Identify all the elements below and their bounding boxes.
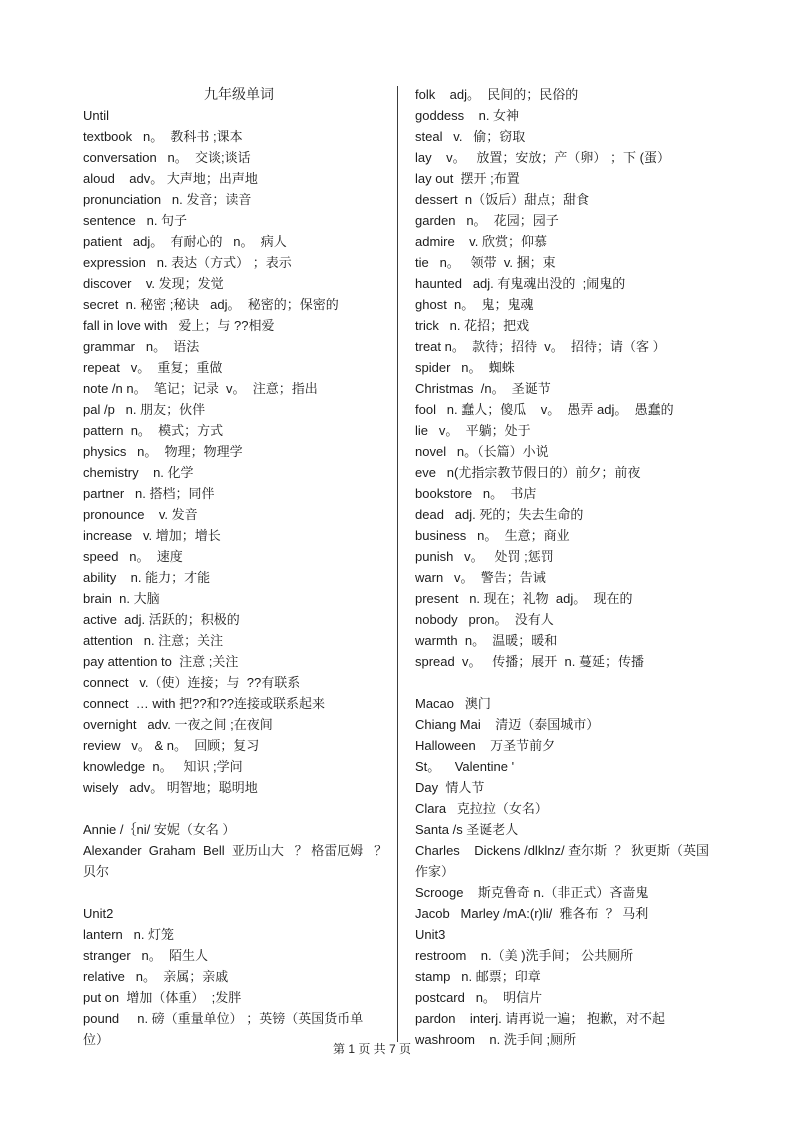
vocab-line: aloud adv。 大声地；出声地 <box>83 171 258 186</box>
vocab-line: increase v. 增加；增长 <box>83 528 221 543</box>
left-column <box>83 84 395 1050</box>
vocab-line: washroom n. 洗手间 ;厕所 <box>415 1032 577 1047</box>
vocab-line: Alexander Graham Bell 亚历山大 ？ 格雷厄姆 ？ <box>83 843 388 858</box>
vocab-line: warmth n。 温暖；暖和 <box>415 633 558 648</box>
vocab-line: present n. 现在；礼物 adj。 现在的 <box>415 591 633 606</box>
vocab-line: Macao 澳门 <box>415 696 491 711</box>
vocab-line <box>83 882 395 903</box>
vocab-line: Unit3 <box>415 927 446 942</box>
page-title: 九年级单词 <box>204 86 274 102</box>
vocab-line: lantern n. 灯笼 <box>83 927 175 942</box>
vocab-line: repeat v。 重复；重做 <box>83 360 223 375</box>
vocab-line: textbook n。 教科书 ;课本 <box>83 129 243 144</box>
vocab-line: grammar n。 语法 <box>83 339 200 354</box>
left-column-lines <box>83 105 395 1050</box>
vocab-line: garden n。 花园；园子 <box>415 213 559 228</box>
vocab-line: postcard n。 明信片 <box>415 990 543 1005</box>
vocab-line: Halloween 万圣节前夕 <box>415 738 556 753</box>
vocab-line: lay out 摆开 ;布置 <box>415 171 520 186</box>
vocab-line: connect v.（使）连接；与 ??有联系 <box>83 675 301 690</box>
vocab-line: Charles Dickens /dlklnz/ 查尔斯 ？ 狄更斯（英国 <box>415 843 709 858</box>
vocab-line: goddess n. 女神 <box>415 108 520 123</box>
vocab-line: physics n。 物理；物理学 <box>83 444 243 459</box>
vocab-line: business n。 生意；商业 <box>415 528 570 543</box>
vocab-line: novel n。（长篇）小说 <box>415 444 549 459</box>
vocab-line: 作家） <box>415 864 455 879</box>
vocab-line: active adj. 活跃的；积极的 <box>83 612 240 627</box>
vocab-line: pound n. 磅（重量单位） ；英镑（英国货币单 <box>83 1011 364 1026</box>
vocab-line: 位） <box>83 1032 110 1047</box>
vocab-line: Santa /s 圣诞老人 <box>415 822 519 837</box>
vocab-line: ghost n。 鬼；鬼魂 <box>415 297 534 312</box>
vocab-line: treat n。 款待；招待 v。 招待；请（客 ） <box>415 339 666 354</box>
vocab-line: warn v。 警告；告诫 <box>415 570 546 585</box>
vocab-line: steal v. 偷；窃取 <box>415 129 526 144</box>
vocab-line: Clara 克拉拉（女名） <box>415 801 548 816</box>
vocab-line: spider n。 蜘蛛 <box>415 360 515 375</box>
vocab-line: St。 Valentine ' <box>415 759 515 774</box>
vocab-line: Day 情人节 <box>415 780 485 795</box>
vocab-line: conversation n。 交谈;谈话 <box>83 150 251 165</box>
vocab-line: pattern n。 模式；方式 <box>83 423 224 438</box>
vocab-line: pronunciation n. 发音；读音 <box>83 192 252 207</box>
vocab-line: Christmas /n。 圣诞节 <box>415 381 551 396</box>
vocab-line: Scrooge 斯克鲁奇 n.（非正式）吝啬鬼 <box>415 885 649 900</box>
vocab-line: dead adj. 死的；失去生命的 <box>415 507 584 522</box>
vocab-line: speed n。 速度 <box>83 549 183 564</box>
vocab-line: Annie /｛ni/ 安妮（女名 ） <box>83 822 236 837</box>
vocab-line: pay attention to 注意 ;关注 <box>83 654 239 669</box>
vocab-line: bookstore n。 书店 <box>415 486 537 501</box>
vocab-line: Until <box>83 108 110 123</box>
vocab-line: stamp n. 邮票；印章 <box>415 969 541 984</box>
page-number-footer: 第 1 页 共 7 页 <box>332 1042 412 1056</box>
vocab-line: discover v. 发现；发觉 <box>83 276 224 291</box>
vocab-line: dessert n（饭后）甜点；甜食 <box>415 192 590 207</box>
vocab-line: sentence n. 句子 <box>83 213 188 228</box>
vocab-line: review v。 & n。 回顾；复习 <box>83 738 260 753</box>
vocab-line: 贝尔 <box>83 864 110 879</box>
vocab-line: pronounce v. 发音 <box>83 507 198 522</box>
vocab-line: put on 增加（体重） ;发胖 <box>83 990 242 1005</box>
vocab-line: eve n(尤指宗教节假日的）前夕；前夜 <box>415 465 641 480</box>
vocab-line: nobody pron。 没有人 <box>415 612 554 627</box>
vocab-line: expression n. 表达（方式） ；表示 <box>83 255 292 270</box>
vocab-line: spread v。 传播；展开 n. 蔓延；传播 <box>415 654 644 669</box>
vocab-line: pal /p n. 朋友；伙伴 <box>83 402 206 417</box>
vocab-line: pardon interj. 请再说一遍； 抱歉，对不起 <box>415 1011 665 1026</box>
vocab-line: partner n. 搭档；同伴 <box>83 486 215 501</box>
vocab-line: connect … with 把??和??连接或联系起来 <box>83 696 326 711</box>
vocab-line: lay v。 放置；安放；产（卵） ；下 (蛋） <box>415 150 670 165</box>
vocab-line: lie v。 平躺；处于 <box>415 423 531 438</box>
vocab-line: ability n. 能力；才能 <box>83 570 211 585</box>
vocab-line: fool n. 蠢人；傻瓜 v。 愚弄 adj。 愚蠢的 <box>415 402 674 417</box>
column-divider-line <box>397 86 398 1042</box>
vocab-line: admire v. 欣赏；仰慕 <box>415 234 547 249</box>
vocab-line: trick n. 花招；把戏 <box>415 318 530 333</box>
vocab-line: attention n. 注意；关注 <box>83 633 224 648</box>
vocab-line: Jacob Marley /mA:(r)li/ 雅各布 ？ 马利 <box>415 906 649 921</box>
vocab-line: tie n。 领带 v. 捆；束 <box>415 255 556 270</box>
vocab-line: chemistry n. 化学 <box>83 465 194 480</box>
vocab-line: wisely adv。 明智地；聪明地 <box>83 780 258 795</box>
vocab-line: note /n n。 笔记；记录 v。 注意；指出 <box>83 381 318 396</box>
vocab-line <box>83 798 395 819</box>
vocab-line: secret n. 秘密 ;秘诀 adj。 秘密的；保密的 <box>83 297 339 312</box>
vocab-line: stranger n。 陌生人 <box>83 948 208 963</box>
vocab-line: folk adj。 民间的；民俗的 <box>415 87 579 102</box>
vocab-line: brain n. 大脑 <box>83 591 160 606</box>
vocab-line: punish v。 处罚 ;惩罚 <box>415 549 554 564</box>
right-column <box>415 84 745 1050</box>
vocab-line: overnight adv. 一夜之间 ;在夜间 <box>83 717 273 732</box>
vocab-line: relative n。 亲属；亲戚 <box>83 969 229 984</box>
vocab-line: Chiang Mai 清迈（泰国城市） <box>415 717 600 732</box>
vocab-line: fall in love with 爱上；与 ??相爱 <box>83 318 275 333</box>
vocab-line: Unit2 <box>83 906 114 921</box>
vocab-line: restroom n.（美 )洗手间； 公共厕所 <box>415 948 634 963</box>
vocab-line: patient adj。 有耐心的 n。 病人 <box>83 234 287 249</box>
right-column-lines <box>415 84 745 1050</box>
vocab-line: haunted adj. 有鬼魂出没的 ;闹鬼的 <box>415 276 626 291</box>
vocab-line <box>415 672 745 693</box>
vocab-line: knowledge n。 知识 ;学问 <box>83 759 243 774</box>
